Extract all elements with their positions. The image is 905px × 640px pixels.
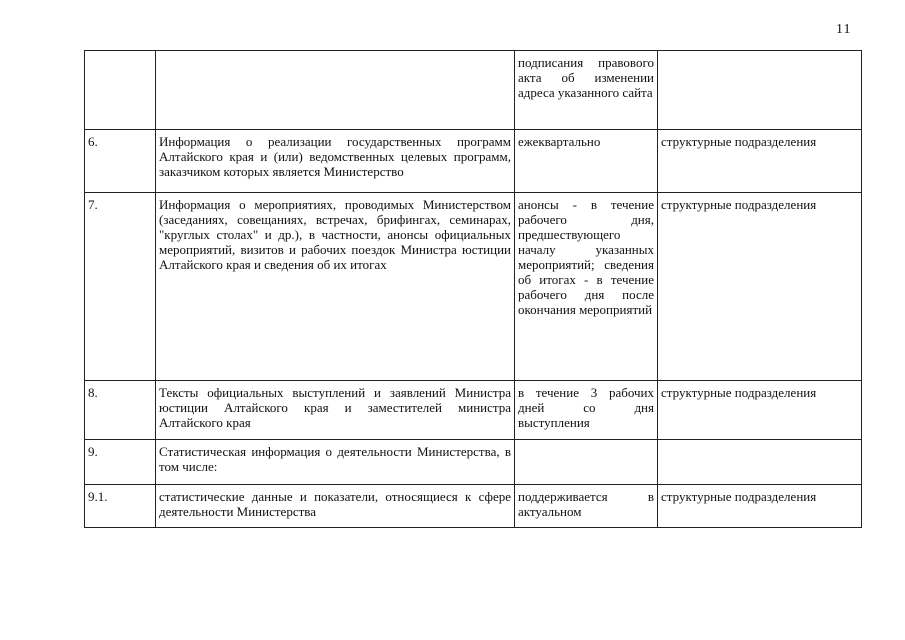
period-cell: подписания правового акта об изменении адреса указанного сайта [515,51,658,130]
period-cell: поддерживается в актуальном [515,485,658,528]
row-number [85,51,156,130]
period-cell: в течение 3 рабочих дней со дня выступления [515,381,658,440]
row-number: 8. [85,381,156,440]
info-cell: Статистическая информация о деятельности Министерства, в том числе: [156,440,515,485]
table-row [85,51,862,130]
row-number: 9.1. [85,485,156,528]
page-number: 11 [836,22,852,37]
info-cell [156,51,515,130]
table-row [85,193,862,381]
responsible-cell [658,51,862,130]
info-table [84,50,862,528]
responsible-cell: структурные подразделения [658,130,862,193]
table-row [85,130,862,193]
table-row [85,485,862,528]
responsible-cell: структурные подразделения [658,485,862,528]
table-row [85,381,862,440]
info-cell: Информация о мероприятиях, проводимых Министерством (заседаниях, совещаниях, встречах, брифингах, семинарах, "круглых столах" и др.), в частности, анонсы официальных мероприятий, визитов и рабочих поездок Министра юстиции Алтайского края и сведения об их итогах [156,193,515,381]
info-cell: Информация о реализации государственных программ Алтайского края и (или) ведомственных целевых программ, заказчиком которых является Министерство [156,130,515,193]
period-cell: анонсы - в течение рабочего дня, предшествующего началу указанных мероприятий; сведения об итогах - в течение рабочего дня после окончания мероприятий [515,193,658,381]
period-cell: ежеквартально [515,130,658,193]
responsible-cell: структурные подразделения [658,193,862,381]
row-number: 9. [85,440,156,485]
info-cell: статистические данные и показатели, относящиеся к сфере деятельности Министерства [156,485,515,528]
row-number: 6. [85,130,156,193]
table-row [85,440,862,485]
responsible-cell [658,440,862,485]
period-cell [515,440,658,485]
row-number: 7. [85,193,156,381]
responsible-cell: структурные подразделения [658,381,862,440]
info-cell: Тексты официальных выступлений и заявлений Министра юстиции Алтайского края и заместителей министра Алтайского края [156,381,515,440]
